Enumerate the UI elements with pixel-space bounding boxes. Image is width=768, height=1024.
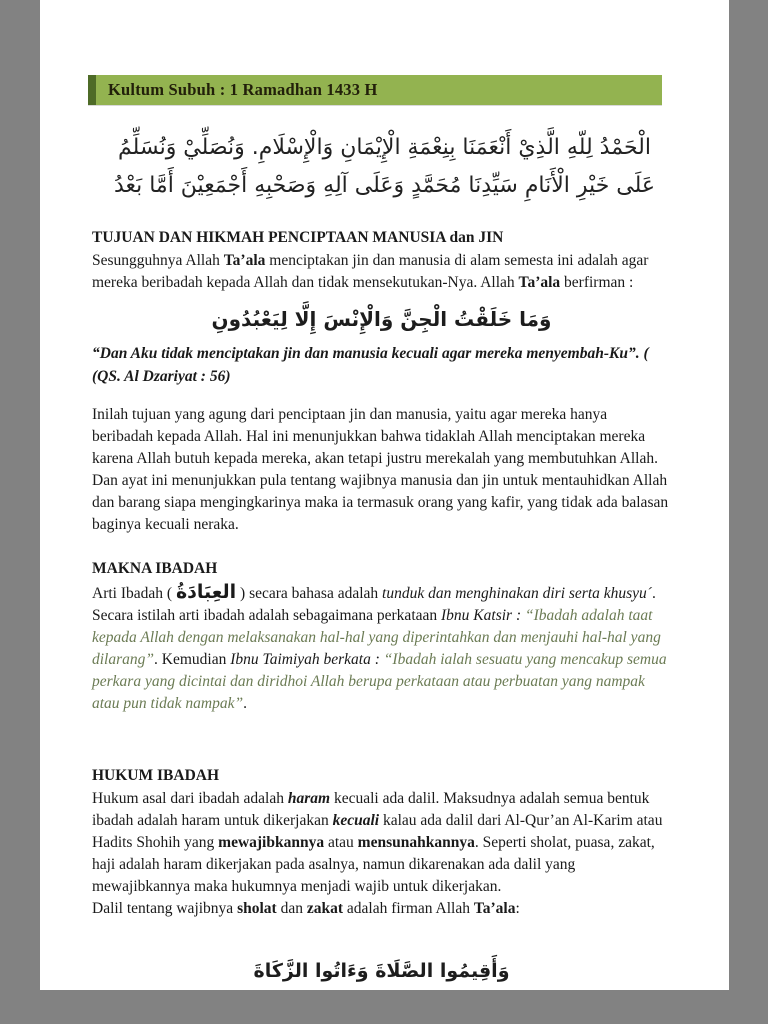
text-run: sholat xyxy=(237,900,277,917)
text-run: . Seperti sholat, puasa, zakat, haji adalah haram dikerjakan pada asalnya, namun dikarenakan ada dalil yang mewajibkannya maka hukumnya menjadi wajib untuk dikerjakan. xyxy=(92,834,655,895)
text-run: mewajibkannya xyxy=(218,834,325,851)
arabic-line-2: عَلَى خَيْرِ الْأَنَامِ سَيِّدِنَا مُحَمَّدٍ وَعَلَى آلِهِ وَصَحْبِهِ أَجْمَعِيْنَ أَمَّا بَعْدُ xyxy=(113,173,656,198)
text-run: Hukum asal dari ibadah adalah xyxy=(92,790,288,807)
paragraph-tujuan-explanation: Inilah tujuan yang agung dari penciptaan jin dan manusia, yaitu agar mereka hanya beribadah kepada Allah. Hal ini menunjukkan bahwa tidaklah Allah menciptakan mereka karena Allah butuh kepada mereka, akan tetapi justru merekalah yang membutuhkan Allah. Dan ayat ini menunjukkan pula tentang wajibnya manusia dan jin untuk mentauhidkan Allah dan barang siapa mengingkarinya maka ia termasuk orang yang kafir, yang tidak ada balasan baginya kecuali neraka. xyxy=(92,406,669,533)
text-run: berkata : xyxy=(319,651,384,668)
text-run: kalau ada dalil dari Al-Qur’an Al-Karim atau Hadits Shohih yang xyxy=(92,812,663,851)
quran-verse-sholat-zakat: وَأَقِيمُوا الصَّلَاةَ وَءَاتُوا الزَّكَاةَ xyxy=(253,960,510,982)
text-run: Arti Ibadah ( xyxy=(92,585,176,602)
text-run: mensunahkannya xyxy=(357,834,475,851)
section-heading-makna: MAKNA IBADAH xyxy=(92,560,218,577)
text-run: menciptakan jin dan manusia di alam semesta ini adalah agar mereka beribadah kepada Allah dan tidak mensekutukan-Nya. Allah xyxy=(92,252,649,291)
text-run: العِبَادَةُ xyxy=(175,581,237,603)
text-run: zakat xyxy=(306,900,343,917)
text-run: Sesungguhnya Allah xyxy=(92,252,224,269)
text-run: atau xyxy=(324,834,358,851)
text-run: tunduk dan menghinakan diri serta khusyu´ xyxy=(382,585,652,602)
text-run: haram xyxy=(287,790,331,807)
text-run: : xyxy=(512,607,525,624)
section-heading-tujuan: TUJUAN DAN HIKMAH PENCIPTAAN MANUSIA dan JIN xyxy=(92,229,504,246)
text-run: . Secara istilah arti ibadah adalah sebagaimana perkataan xyxy=(92,585,656,624)
text-run: ) secara bahasa adalah xyxy=(236,585,383,602)
text-run: “Ibadah adalah taat kepada Allah dengan melaksanakan hal-hal yang diperintahkan dan menjauhi hal-hal yang dilarang” xyxy=(92,607,661,668)
document-body xyxy=(92,227,671,986)
text-run: “Ibadah ialah sesuatu yang mencakup semua perkara yang dicintai dan diridhoi Allah berupa perkataan atau perbuatan yang nampak atau pun tidak nampak” xyxy=(92,651,667,712)
text-run: kecuali xyxy=(332,812,380,829)
text-run: Ibnu Katsir xyxy=(441,607,513,624)
text-run: berfirman : xyxy=(560,274,634,291)
text-run: Ta’ala xyxy=(518,274,561,291)
paragraph-dalil xyxy=(92,898,671,920)
text-run: Ibnu Taimiyah xyxy=(230,651,320,668)
text-run: Ta’ala xyxy=(223,252,266,269)
document-title: Kultum Subuh : 1 Ramadhan 1433 H xyxy=(108,80,378,99)
text-run: adalah firman Allah xyxy=(343,900,474,917)
title-banner xyxy=(88,75,662,105)
paragraph-makna xyxy=(92,581,671,715)
section-heading-hukum: HUKUM IBADAH xyxy=(92,767,220,784)
opening-arabic-block xyxy=(80,129,689,205)
text-run: . xyxy=(243,695,247,712)
paragraph-tujuan-intro xyxy=(92,250,671,294)
text-run: : xyxy=(515,900,520,917)
quran-verse-adz-dzariyat: وَمَا خَلَقْتُ الْجِنَّ وَالْإِنْسَ إِلَّا لِيَعْبُدُونِ xyxy=(211,307,552,331)
text-run: kecuali ada dalil. Maksudnya adalah semua bentuk ibadah adalah haram untuk dikerjakan xyxy=(92,790,650,829)
text-run: Ta’ala xyxy=(473,900,516,917)
text-run: Dalil tentang wajibnya xyxy=(92,900,238,917)
paragraph-hukum xyxy=(92,788,671,898)
text-run: dan xyxy=(276,900,307,917)
document-page xyxy=(40,0,729,990)
verse-translation: “Dan Aku tidak menciptakan jin dan manusia kecuali agar mereka menyembah-Ku”. ( (QS. Al Dzariyat : 56) xyxy=(92,345,649,385)
text-run: . Kemudian xyxy=(154,651,231,668)
arabic-line-1: الْحَمْدُ لِلّهِ الَّذِيْ أَنْعَمَنَا بِنِعْمَةِ الْإِيْمَانِ وَالْإِسْلَامِ. وَنُصَلِّيْ وَنُسَلِّمُ xyxy=(118,135,651,160)
